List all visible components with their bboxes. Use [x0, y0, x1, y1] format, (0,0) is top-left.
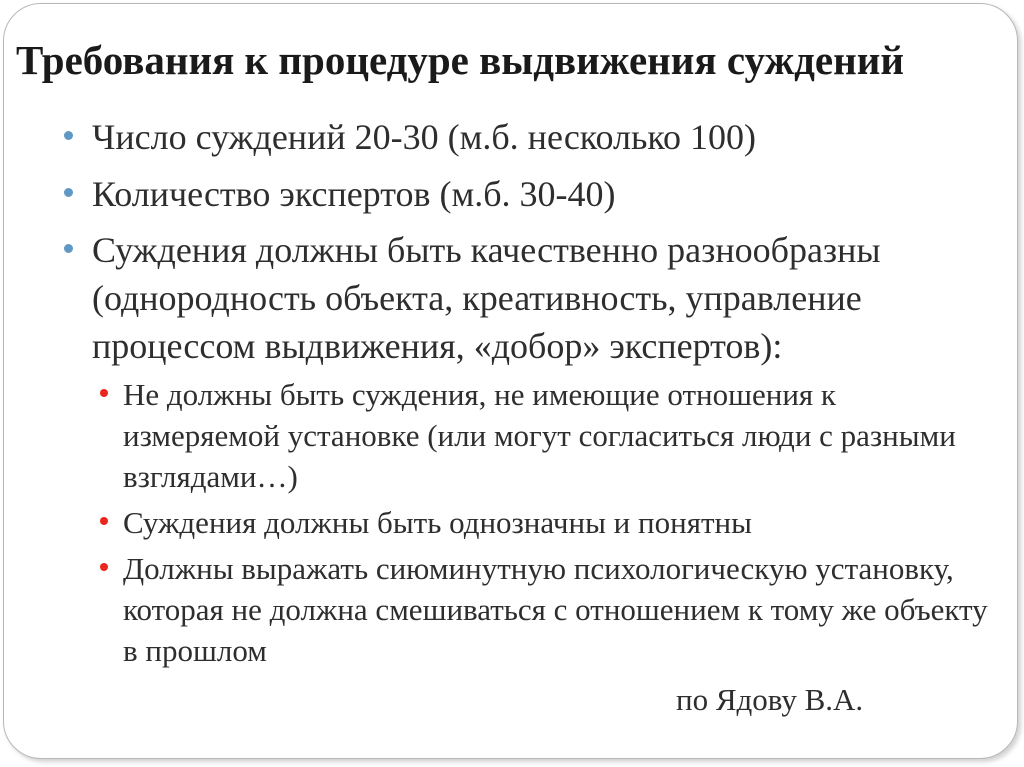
blue-bullet-icon [64, 188, 73, 197]
bullet-item-2 [64, 170, 984, 218]
subbullet-item-1 [100, 374, 1000, 497]
attribution: по Ядову В.А. [676, 682, 864, 717]
subbullet-item-2 [100, 502, 1000, 543]
blue-bullet-icon [64, 131, 73, 140]
subbullet-text: Не должны быть суждения, не имеющие отношения к измеряемой установке (или могут согласиться люди с разными взглядами…) [123, 377, 956, 494]
red-bullet-icon [100, 389, 108, 397]
slide-title: Требования к процедуре выдвижения суждений [16, 37, 904, 83]
blue-bullet-icon [64, 244, 73, 253]
bullet-text: Количество экспертов (м.б. 30-40) [92, 174, 616, 214]
subbullet-item-3 [100, 548, 1000, 671]
red-bullet-icon [100, 563, 108, 571]
subbullet-text: Должны выражать сиюминутную психологическую установку, которая не должна смешиваться с отношением к тому же объекту в прошлом [123, 551, 988, 668]
bullet-item-1 [64, 113, 984, 161]
subbullet-text: Суждения должны быть однозначны и понятны [123, 505, 752, 540]
bullet-text: Число суждений 20-30 (м.б. несколько 100) [92, 117, 757, 157]
red-bullet-icon [100, 517, 108, 525]
bullet-text: Суждения должны быть качественно разнообразны (однородность объекта, креативность, управление процессом выдвижения, «добор» экспертов): [92, 230, 881, 366]
bullet-item-3 [64, 226, 984, 370]
